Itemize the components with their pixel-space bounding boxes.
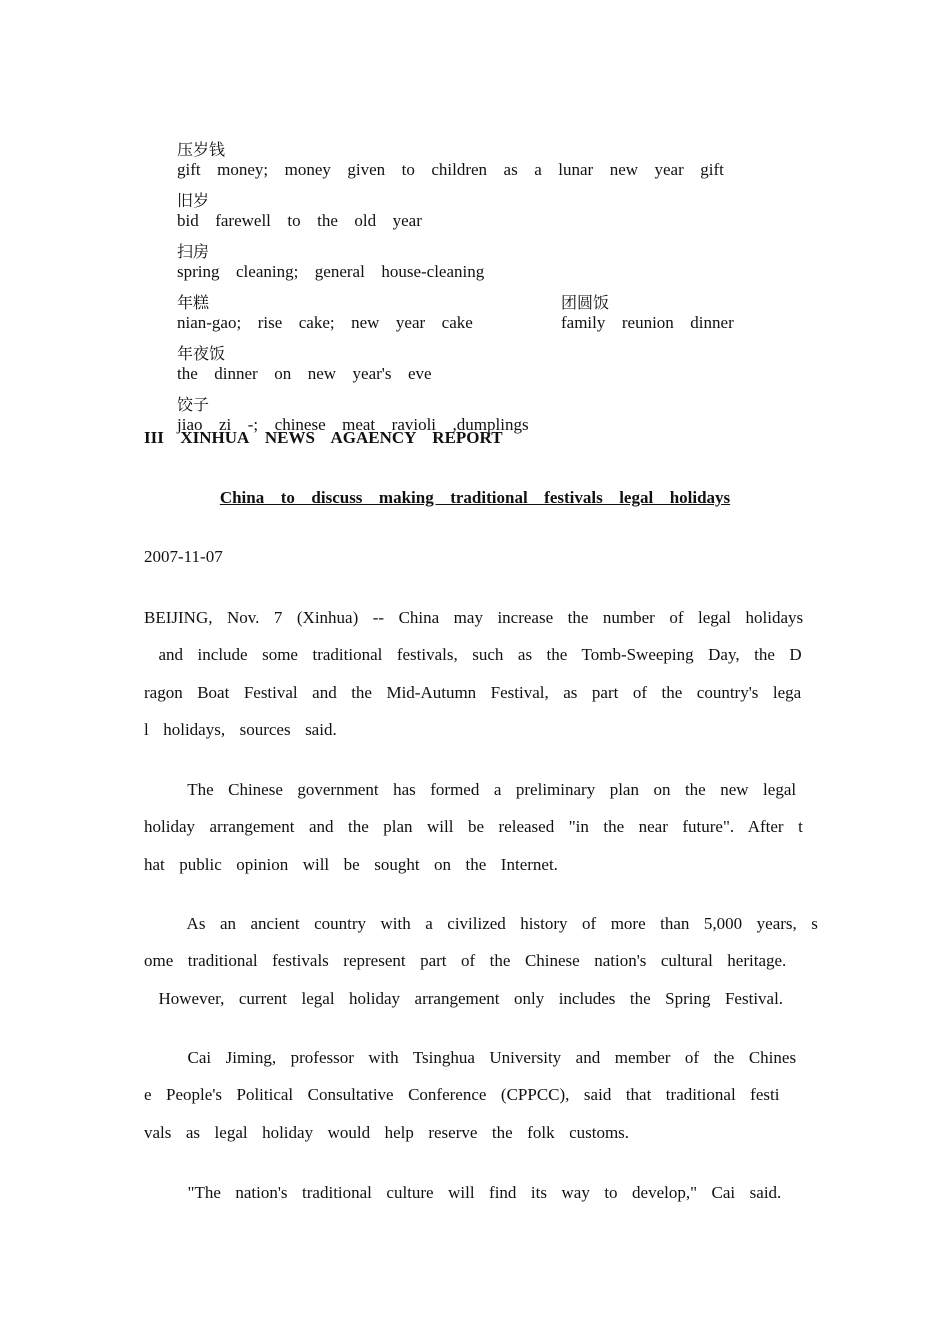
glossary-term-en: bid farewell to the old year [177,211,422,230]
article-paragraph [144,905,818,1017]
paragraph-line: holiday arrangement and the plan will be released "in the near future". After t [144,817,803,837]
article-paragraph [144,1174,809,1211]
article-date: 2007-11-07 [144,547,223,566]
paragraph-line: As an ancient country with a civilized history of more than 5,000 years, s [144,914,818,933]
paragraph-line: Cai Jiming, professor with Tsinghua University and member of the Chines [144,1048,797,1067]
paragraph-line: l holidays, sources said. [144,719,337,739]
paragraph-line: e People's Political Consultative Conference (CPPCC), said that traditional festi [144,1085,780,1105]
glossary-term-en: jiao zi -; chinese meat ravioli ,dumplings [177,415,529,434]
paragraph-line: The Chinese government has formed a preliminary plan on the new legal [144,780,797,799]
article-paragraph [144,771,809,883]
glossary-term-zh: 饺子 [177,395,210,414]
article-title: China to discuss making traditional festivals legal holidays [219,488,731,507]
paragraph-line: hat public opinion will be sought on the Internet. [144,854,558,874]
article-paragraph [144,1039,809,1151]
glossary-term-en: gift money; money given to children as a lunar new year gift [177,160,724,179]
paragraph-line: ragon Boat Festival and the Mid-Autumn Festival, as part of the country's lega [144,682,802,702]
paragraph-line: and include some traditional festivals, such as the Tomb-Sweeping Day, the D [144,645,802,665]
glossary-term-en: the dinner on new year's eve [177,364,432,383]
glossary-term-en: family reunion dinner [561,313,734,332]
paragraph-line: ome traditional festivals represent part of the Chinese nation's cultural heritage. [144,951,787,971]
section-heading: III XINHUA NEWS AGAENCY REPORT [144,428,503,447]
glossary-term-zh: 旧岁 [177,191,210,210]
paragraph-line: BEIJING, Nov. 7 (Xinhua) -- China may increase the number of legal holidays [144,608,804,627]
glossary-term-zh: 扫房 [177,242,210,261]
article-paragraph [144,599,809,748]
glossary-entry [528,273,734,353]
glossary-term-en: nian-gao; rise cake; new year cake [177,313,473,332]
glossary-term-en: spring cleaning; general house-cleaning [177,262,485,281]
paragraph-line: However, current legal holiday arrangement only includes the Spring Festival. [144,988,784,1008]
paragraph-line: "The nation's traditional culture will find its way to develop," Cai said. [144,1183,782,1202]
paragraph-line: vals as legal holiday would help reserve the folk customs. [144,1122,630,1142]
glossary-term-zh: 压岁钱 [177,140,226,159]
glossary-term-zh: 年糕 [177,293,210,312]
glossary-term-zh: 年夜饭 [177,344,226,363]
glossary-term-zh: 团圆饭 [561,293,610,312]
